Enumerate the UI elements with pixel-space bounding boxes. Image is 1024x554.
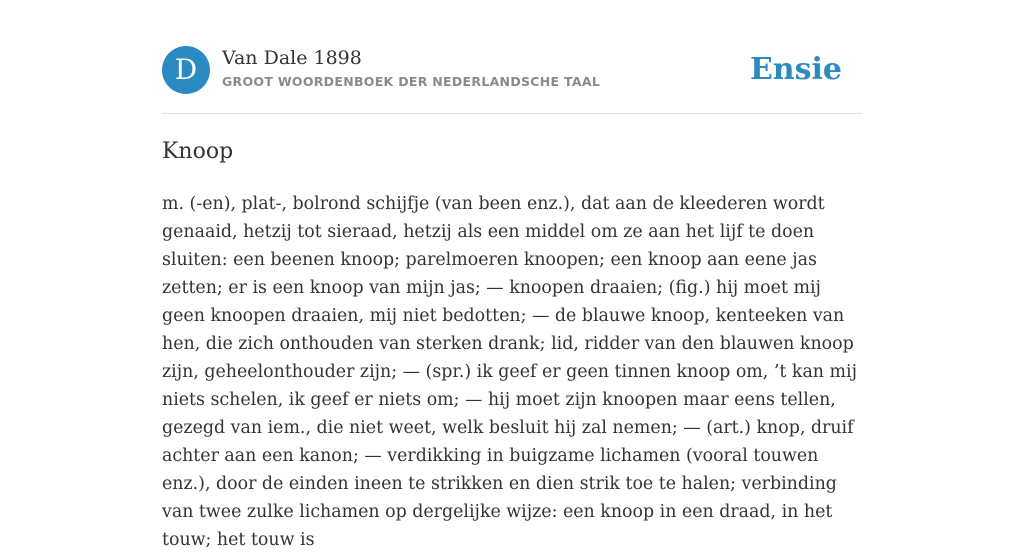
entry-title: Knoop (162, 139, 234, 164)
entry-definition: m. (-en), plat-, bolrond schijfje (van been enz.), dat aan de kleederen wordt genaaid, hetzij tot sieraad, hetzij als een middel om ze aan het lijf te doen sluiten: een beenen knoop; parelmoeren knoopen; een knoop aan eene jas zetten; er is een knoop van mijn jas; — knoopen draaien; (fig.) hij moet mij geen knoopen draaien, mij niet bedotten; — de blauwe knoop, kenteeken van hen, die zich onthouden van sterken drank; lid, ridder van den blauwen knoop zijn, geheelonthouder zijn; — (spr.) ik geef er geen tinnen knoop om, ’t kan mij niets schelen, ik geef er niets om; — hij moet zijn knoopen maar eens tellen, gezegd van iem., die niet weet, welk besluit hij zal nemen; — (art.) knop, druif achter aan een kanon; — verdikking in buigzame lichamen (vooral touwen enz.), door de einden ineen te strikken en dien strik toe te halen; verbinding van twee zulke lichamen op dergelijke wijze: een knoop in een draad, in het touw; het touw is (162, 194, 857, 550)
source-subtitle: GROOT WOORDENBOEK DER NEDERLANDSCHE TAAL (222, 74, 601, 89)
source-avatar[interactable]: D (162, 46, 210, 94)
source-title[interactable]: Van Dale 1898 (222, 47, 362, 69)
ensie-logo[interactable]: Ensie (749, 52, 842, 87)
source-header (162, 46, 862, 96)
header-divider (162, 113, 862, 114)
